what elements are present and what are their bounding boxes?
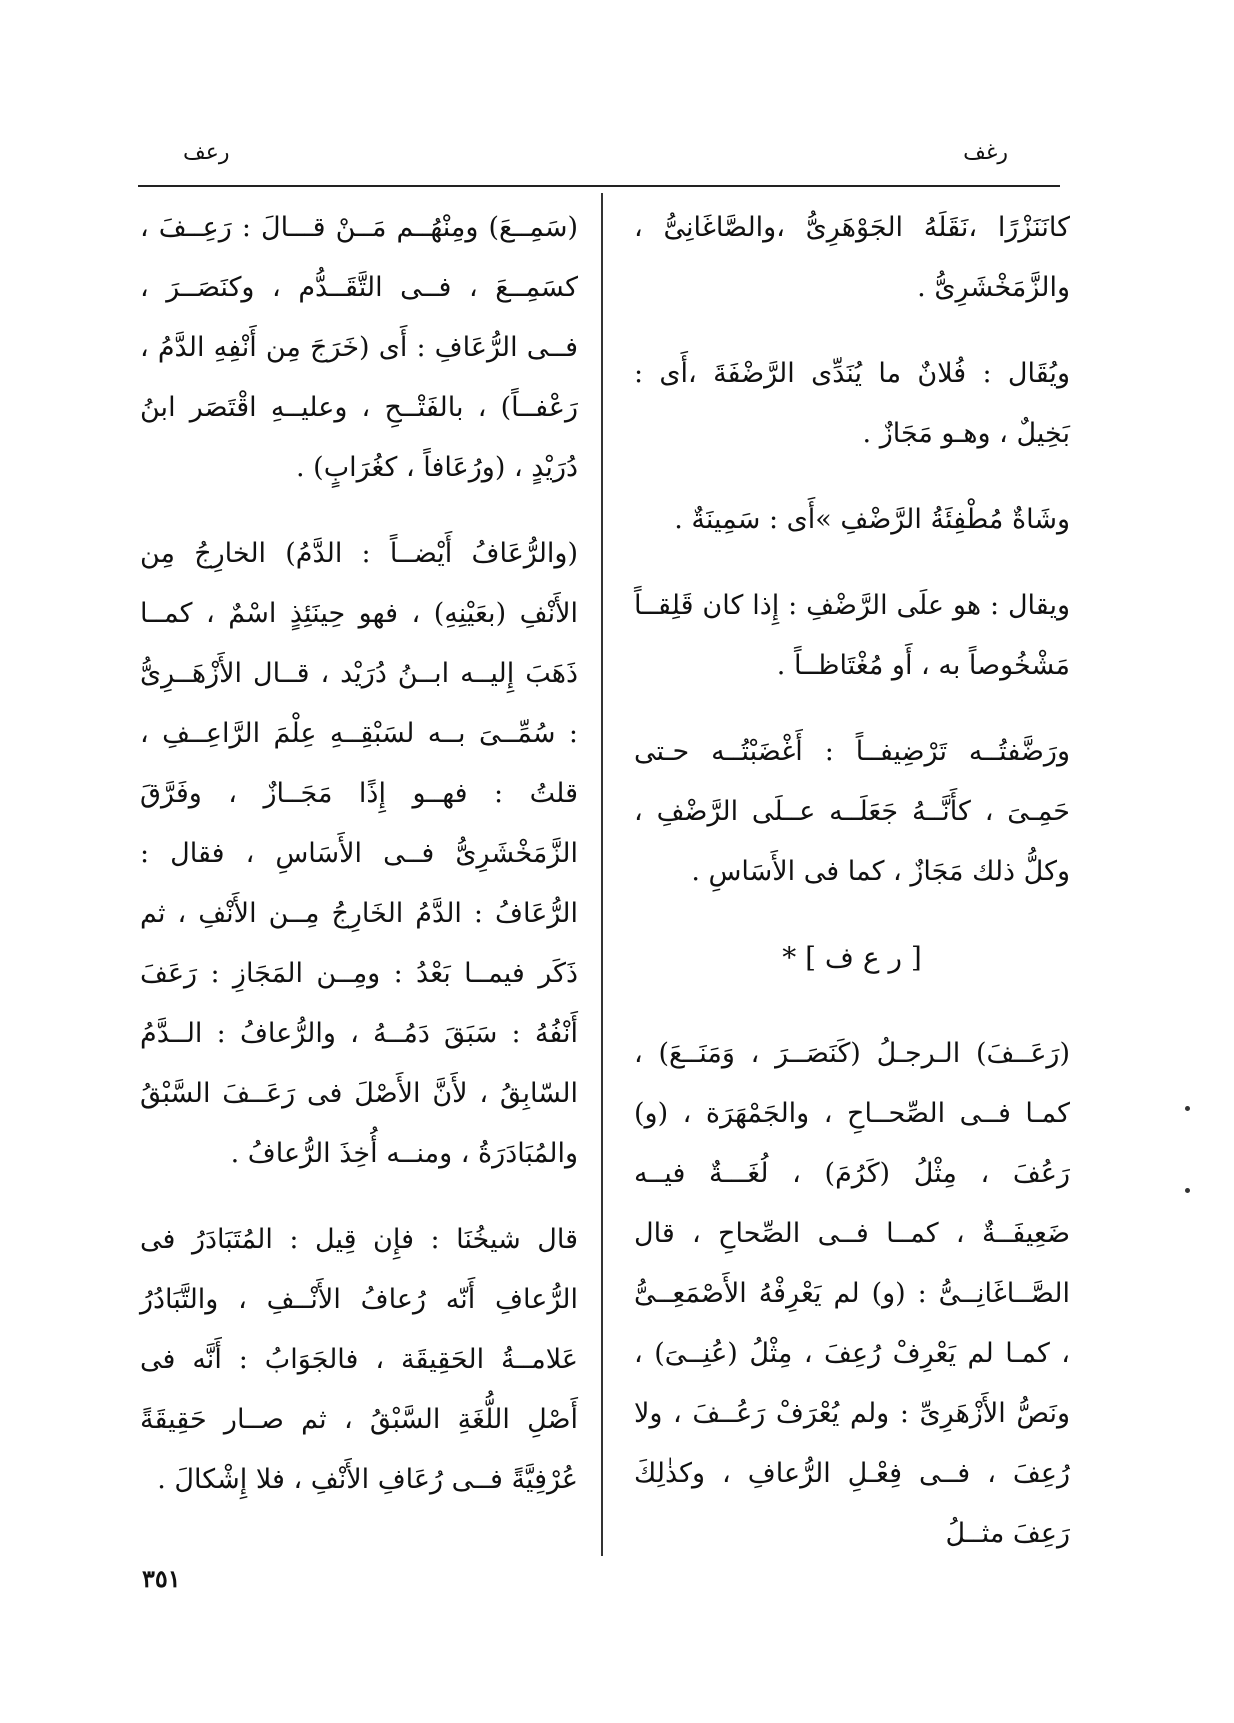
header-rule — [138, 185, 1060, 187]
paragraph: ورَضَّفتُــه تَرْضِيفــاً : أَغْضَبْتُــه حـتى حَمِـىَ ، كأَنَّــهُ جَعَلَــه عــلَى الرَّضْفِ ، وكلُّ ذلك مَجَازٌ ، كما فى الأَسَاسِ . — [634, 736, 1070, 887]
paragraph: (رَعَــفَ) الـرجـلُ (كَنَصَــرَ ، وَمَنَــعَ) ، كمـا فــى الصِّحــاحِ ، والجَمْهَرَة ، (و) رَعُفَ ، مِثْلُ (كَرُمَ) ، لُغَـــةٌ فيــه ضَعِيفَــةٌ ، كمــا فــى الصِّحاحِ ، قال الصَّــاغَانِــىُّ : (و) لم يَعْرِفْهُ الأَصْمَعِــىُّ ، كمـا لم يَعْرِفْ رُعِفَ ، مِثْلُ (عُنِــىَ) ، ونَصُّ الأَزْهَرِىِّ : ولم يُعْرَفْ رَعُــفَ ، ولا رُعِفَ ، فــى فِعْـلِ الرُّعافِ ، وكذٰلِكَ رَعِفَ مثــلُ — [634, 1038, 1070, 1549]
right-column — [634, 198, 1070, 1590]
paragraph: قال شيخُنَا : فإِن قِيل : المُتَبَادَرُ فى الرُّعافِ أَنّه رُعافُ الأَنْــفِ ، والتَّبَادُرُ عَلامــةُ الحَقِيقَة ، فالجَوَابُ : أَنَّه فى أَصْلِ اللُّغَةِ السَّبْقُ ، ثم صــار حَقِيقَةً عُرْفِيَّةً فــى رُعَافِ الأَنْفِ ، فلا إِشْكالَ . — [140, 1224, 578, 1495]
paragraph: (والرُّعَافُ أَيْضــاً : الدَّمُ) الخارِجُ مِن الأَنْفِ (بعَيْنِهِ) ، فهو حِينَئِذٍ اسْمٌ ، كمــا ذَهَبَ إِليــه ابــنُ دُرَيْد ، قــال الأَزْهَــرِىُّ : سُمِّــىَ بــه لسَبْقِــهِ عِلْمَ الرَّاعِــفِ ، قلتُ : فهــو إِذًا مَجَــازٌ ، وفَرَّقَ الزَّمَخْشَرِىُّ فــى الأَسَاسِ ، فقال : الرُّعَافُ : الدَّمُ الخَارِجُ مِــن الأَنْفِ ، ثم ذَكَر فيمــا بَعْدُ : ومِــن المَجَازِ : رَعَفَ أَنْفُهُ : سَبَقَ دَمُــهُ ، والرُّعافُ : الــدَّمُ السّابِقُ ، لأَنَّ الأَصْلَ فى رَعَــفَ السَّبْقُ والمُبَادَرَةُ ، ومنــه أُخِذَ الرُّعافُ . — [140, 538, 578, 1169]
left-column — [140, 198, 578, 1536]
paragraph: ويُقَال : فُلانٌ ما يُنَدِّى الرَّضْفَةَ ،أَى : بَخِيلٌ ، وهـو مَجَازٌ . — [634, 358, 1070, 449]
column-divider — [601, 193, 603, 1556]
paragraph: كانَنَزْرًا ،نَقَلَهُ الجَوْهَرِىُّ ،والصَّاغَانِىُّ ، والزَّمَخْشَرِىُّ . — [634, 212, 1070, 303]
margin-dot — [1185, 1106, 1190, 1111]
paragraph: (سَمِــعَ) ومِنْهُــم مَــنْ قـــالَ : رَعِــفَ ، كسَمِــعَ ، فــى التَّقَــدُّم ، وكنَصَــرَ ، فــى الرُّعَافِ : أَى (خَرَجَ مِن أَنْفِهِ الدَّمُ ، رَعْفــاً) ، بالفَتْــحِ ، وعليــهِ اقْتَصَر ابنُ دُرَيْدٍ ، (ورُعَافاً ، كغُرَابٍ) . — [140, 212, 578, 483]
page-number: ٣٥١ — [142, 1564, 181, 1593]
running-head-right: رغف — [963, 140, 1008, 165]
running-head-left: رعف — [183, 140, 230, 165]
paragraph: وشَاةٌ مُطْفِئَةُ الرَّضْفِ »أَى : سَمِينَةٌ . — [674, 504, 1070, 535]
paragraph: ويقال : هو علَى الرَّضْفِ : إِذا كان قَلِقــاً مَشْخُوصاً به ، أَو مُغْتَاظــاً . — [634, 590, 1070, 681]
entry-heading: [ ر ع ف ] * — [782, 941, 922, 974]
margin-dot — [1185, 1188, 1190, 1193]
